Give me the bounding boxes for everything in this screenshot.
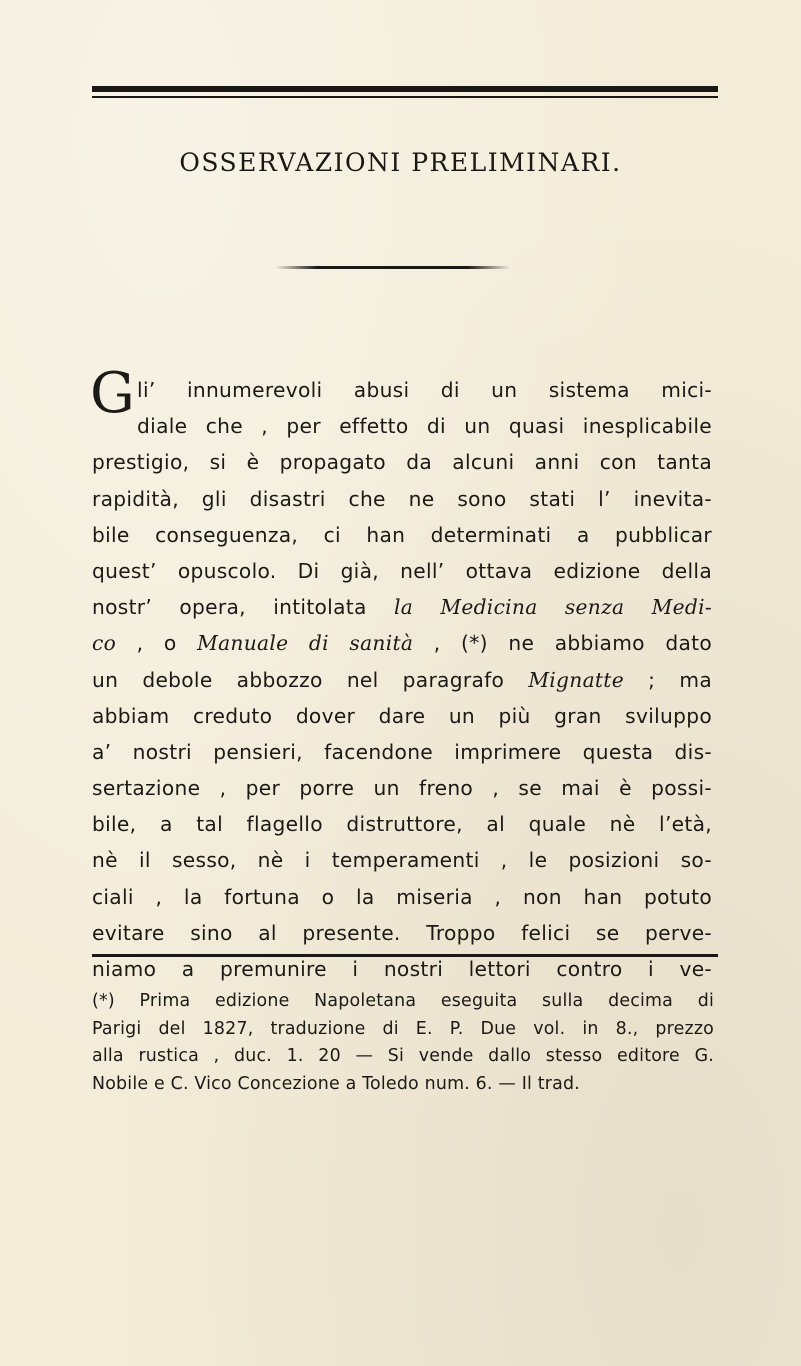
body-line-15: ciali , la fortuna o la miseria , non han potuto (92, 884, 712, 909)
italic-title-end: co (92, 631, 117, 656)
header-rule-thick (92, 86, 718, 92)
body-line-11: a’ nostri pensieri, facendone imprimere questa dis- (92, 739, 712, 764)
body-line-13: bile, a tal flagello distruttore, al quale nè l’età, (92, 812, 712, 837)
footnote-line-2: Parigi del 1827, traduzione di E. P. Due vol. in 8., prezzo (92, 1018, 714, 1039)
body-line-5: bile conseguenza, ci han determinati a pubblicar (92, 522, 712, 547)
italic-title: la Medicina senza Medi- (393, 595, 712, 620)
body-line-8: co , o Manuale di sanità , (*) ne abbiamo dato (92, 631, 713, 656)
body-line-9: un debole abbozzo nel paragrafo Mignatte ; ma (92, 667, 712, 692)
body-line-2: diale che , per effetto di un quasi inesplicabile (137, 414, 712, 439)
italic-paragraph-name: Mignatte (528, 667, 624, 692)
body-paragraph (90, 361, 713, 987)
footnote-line-3: alla rustica , duc. 1. 20 — Si vende dallo stesso editore G. (92, 1046, 714, 1067)
body-line-14: nè il sesso, nè i temperamenti , le posizioni so- (92, 848, 712, 873)
footnote-line-4: Nobile e C. Vico Concezione a Toledo num. 6. — Il trad. (92, 1073, 580, 1094)
header-rule-thin (92, 96, 718, 98)
body-line-3: prestigio, si è propagato da alcuni anni con tanta (92, 450, 712, 475)
footnote-line-1: (*) Prima edizione Napoletana eseguita sulla decima di (92, 991, 714, 1011)
footnote-rule (92, 954, 718, 957)
section-heading: OSSERVAZIONI PRELIMINARI. (179, 148, 622, 177)
body-line-17: niamo a premunire i nostri lettori contro i ve- (92, 957, 712, 981)
body-line-7: nostr’ opera, intitolata la Medicina senza Medi- (92, 595, 712, 620)
body-line-10: abbiam creduto dover dare un più gran sviluppo (92, 703, 712, 728)
body-line-16: evitare sino al presente. Troppo felici se perve- (92, 920, 712, 945)
body-line-4: rapidità, gli disastri che ne sono stati l’ inevita- (92, 486, 712, 511)
italic-subtitle: Manuale di sanità (197, 631, 414, 656)
body-line-1: Gli’ innumerevoli abusi di un sistema mici- (90, 361, 712, 426)
body-line-6: quest’ opuscolo. Di già, nell’ ottava edizione della (92, 558, 712, 583)
body-line-12: sertazione , per porre un freno , se mai è possi- (92, 776, 712, 801)
footnote (92, 988, 714, 1098)
heading-ornament-rule (275, 266, 510, 269)
drop-cap: G (90, 361, 136, 426)
